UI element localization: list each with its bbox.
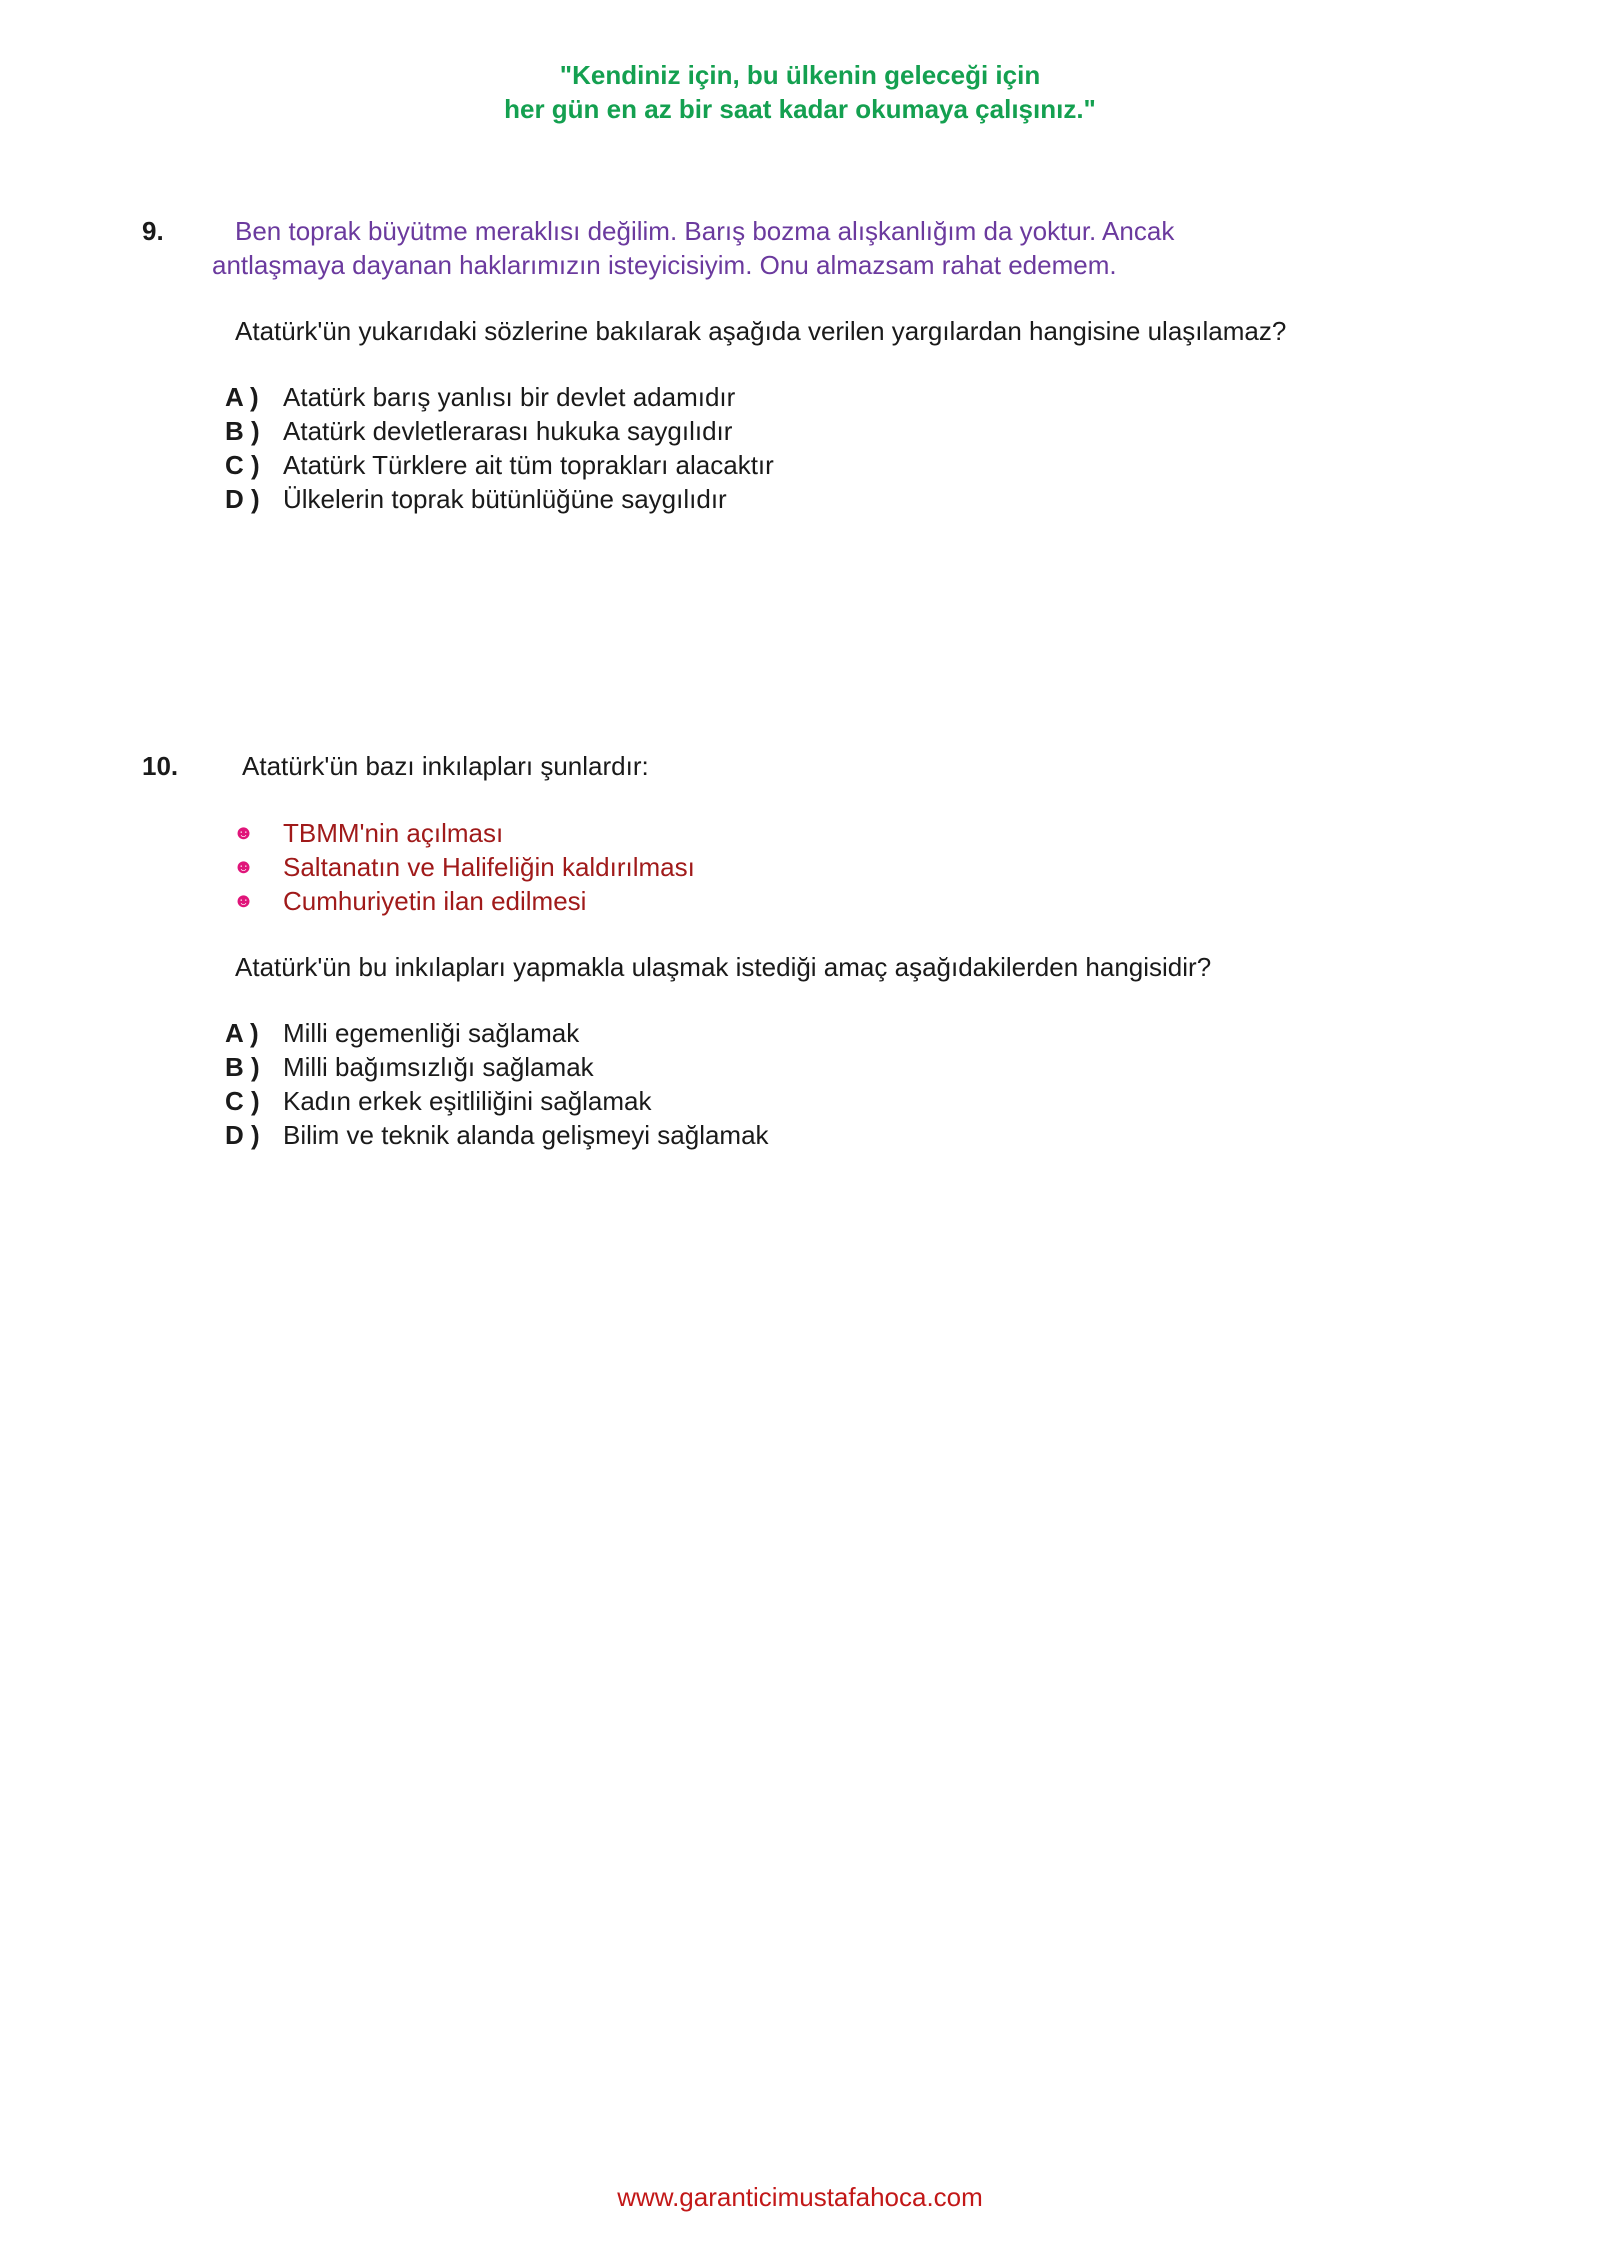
- option-letter: C ): [225, 1086, 260, 1116]
- list-item: [233, 816, 695, 850]
- option-text: Bilim ve teknik alanda gelişmeyi sağlamak: [283, 1120, 769, 1150]
- option-text: Ülkelerin toprak bütünlüğüne saygılıdır: [283, 484, 727, 514]
- smiley-bullet-icon: ☻: [233, 856, 255, 878]
- option-letter: A ): [225, 382, 259, 412]
- option-text: Kadın erkek eşitliliğini sağlamak: [283, 1086, 652, 1116]
- smiley-bullet-icon: ☻: [233, 890, 255, 912]
- passage-line-1: Ben toprak büyütme meraklısı değilim. Barış bozma alışkanlığım da yoktur. Ancak: [235, 216, 1175, 246]
- quote-line-2: her gün en az bir saat kadar okumaya çalışınız.": [504, 94, 1096, 124]
- bullet-text: TBMM'nin açılması: [283, 818, 504, 848]
- list-item: [233, 884, 695, 918]
- question-intro: Atatürk'ün bazı inkılapları şunlardır:: [242, 751, 649, 781]
- option-a[interactable]: [225, 1016, 769, 1050]
- option-text: Atatürk barış yanlısı bir devlet adamıdır: [283, 382, 736, 412]
- passage-line-2: antlaşmaya dayanan haklarımızın isteyicisiyim. Onu almazsam rahat edemem.: [212, 250, 1117, 280]
- option-d[interactable]: [225, 482, 774, 516]
- option-b[interactable]: [225, 414, 774, 448]
- option-a[interactable]: [225, 380, 774, 414]
- option-text: Milli bağımsızlığı sağlamak: [283, 1052, 594, 1082]
- bullet-text: Cumhuriyetin ilan edilmesi: [283, 886, 587, 916]
- option-text: Atatürk Türklere ait tüm toprakları alacaktır: [283, 450, 774, 480]
- option-letter: B ): [225, 1052, 260, 1082]
- list-item: [233, 850, 695, 884]
- option-text: Milli egemenliği sağlamak: [283, 1018, 580, 1048]
- bullet-list: [233, 816, 695, 918]
- option-letter: B ): [225, 416, 260, 446]
- bullet-text: Saltanatın ve Halifeliğin kaldırılması: [283, 852, 695, 882]
- option-letter: D ): [225, 484, 260, 514]
- question-number: 10.: [142, 751, 179, 781]
- answer-options: [225, 380, 774, 516]
- answer-options: [225, 1016, 769, 1152]
- header-quote: [0, 58, 1600, 126]
- option-b[interactable]: [225, 1050, 769, 1084]
- option-d[interactable]: [225, 1118, 769, 1152]
- question-number: 9.: [142, 216, 164, 246]
- option-letter: A ): [225, 1018, 259, 1048]
- option-text: Atatürk devletlerarası hukuka saygılıdır: [283, 416, 733, 446]
- question-prompt: Atatürk'ün yukarıdaki sözlerine bakılarak aşağıda verilen yargılardan hangisine ulaşılamaz?: [235, 316, 1287, 346]
- question-prompt: Atatürk'ün bu inkılapları yapmakla ulaşmak istediği amaç aşağıdakilerden hangisidir?: [235, 952, 1212, 982]
- footer-url[interactable]: www.garanticimustafahoca.com: [617, 2182, 983, 2212]
- option-letter: C ): [225, 450, 260, 480]
- quote-line-1: "Kendiniz için, bu ülkenin geleceği için: [559, 60, 1041, 90]
- smiley-bullet-icon: ☻: [233, 822, 255, 844]
- option-letter: D ): [225, 1120, 260, 1150]
- option-c[interactable]: [225, 1084, 769, 1118]
- option-c[interactable]: [225, 448, 774, 482]
